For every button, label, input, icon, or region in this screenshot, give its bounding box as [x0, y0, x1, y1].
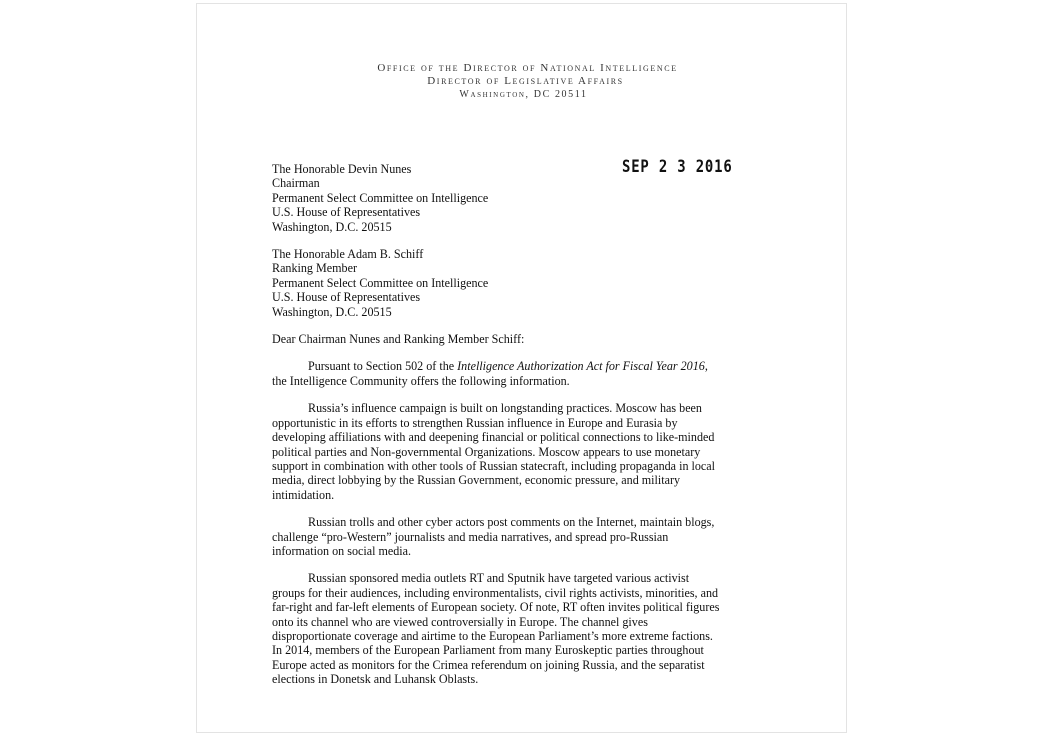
paragraph-1 [272, 359, 772, 388]
letter-body [272, 162, 772, 687]
paragraph-3 [272, 515, 772, 558]
paragraph-line: information on social media. [272, 543, 412, 558]
letterhead-office: Office of the Director of National Intelligence [377, 62, 678, 74]
recipient-title: Ranking Member [272, 261, 357, 276]
paragraph-line: groups for their audiences, including environmentalists, civil rights activists, minorities, and [272, 585, 719, 600]
text-run: Pursuant to Section 502 of the [308, 359, 458, 374]
act-title: Intelligence Authorization Act for Fiscal Year 2016 [457, 359, 705, 374]
paragraph-line: Russian trolls and other cyber actors post comments on the Internet, maintain blogs, [308, 515, 715, 530]
recipient-house: U.S. House of Representatives [272, 290, 421, 305]
paragraph-line: Europe acted as monitors for the Crimea referendum on joining Russia, and the separatist [272, 657, 705, 672]
recipient-address-2 [272, 247, 772, 319]
paragraph-line: developing affiliations with and deepening financial or political connections to like-minded [272, 430, 715, 445]
date-stamp: SEP 2 3 2016 [622, 157, 733, 177]
recipient-address-1 [272, 162, 772, 234]
paragraph-line: opportunistic in its efforts to strengthen Russian influence in Europe and Eurasia by [272, 415, 678, 430]
recipient-title: Chairman [272, 176, 320, 191]
paragraph-line: Russian sponsored media outlets RT and Sputnik have targeted various activist [308, 571, 690, 586]
recipient-house: U.S. House of Representatives [272, 205, 421, 220]
letterhead-department: Director of Legislative Affairs [427, 75, 624, 87]
paragraph-line: In 2014, members of the European Parliament from many Euroskeptic parties throughout [272, 643, 704, 658]
paragraph-4 [272, 571, 772, 686]
paragraph-line: challenge “pro-Western” journalists and media narratives, and spread pro-Russian [272, 529, 669, 544]
paragraph-line: political parties and Non-governmental Organizations. Moscow appears to use monetary [272, 444, 701, 459]
paragraph-line: the Intelligence Community offers the following information. [272, 373, 570, 388]
paragraph-line: Russia’s influence campaign is built on longstanding practices. Moscow has been [308, 401, 702, 416]
text-run: , [704, 359, 708, 374]
recipient-name: The Honorable Devin Nunes [272, 162, 412, 176]
letterhead-address: Washington, DC 20511 [459, 89, 588, 100]
paragraph-2 [272, 401, 772, 502]
recipient-city: Washington, D.C. 20515 [272, 219, 392, 234]
letter-page [196, 3, 847, 733]
paragraph-line [272, 359, 772, 373]
recipient-committee: Permanent Select Committee on Intelligence [272, 190, 489, 205]
paragraph-line: support in combination with other tools of Russian statecraft, including propaganda in local [272, 458, 716, 473]
recipient-name: The Honorable Adam B. Schiff [272, 247, 424, 262]
paragraph-line: onto its channel who are viewed controversially in Europe. The channel gives [272, 614, 648, 629]
paragraph-line: far-right and far-left elements of European society. Of note, RT often invites political figures [272, 600, 720, 615]
paragraph-line: media, direct lobbying by the Russian Government, economic pressure, and military [272, 473, 681, 488]
paragraph-line: disproportionate coverage and airtime to the European Parliament’s more extreme factions. [272, 628, 713, 643]
letterhead [197, 62, 848, 101]
salutation: Dear Chairman Nunes and Ranking Member Schiff: [272, 332, 525, 347]
recipient-committee: Permanent Select Committee on Intelligence [272, 275, 489, 290]
paragraph-line: elections in Donetsk and Luhansk Oblasts. [272, 672, 479, 687]
recipient-city: Washington, D.C. 20515 [272, 304, 392, 319]
paragraph-line: intimidation. [272, 487, 335, 502]
